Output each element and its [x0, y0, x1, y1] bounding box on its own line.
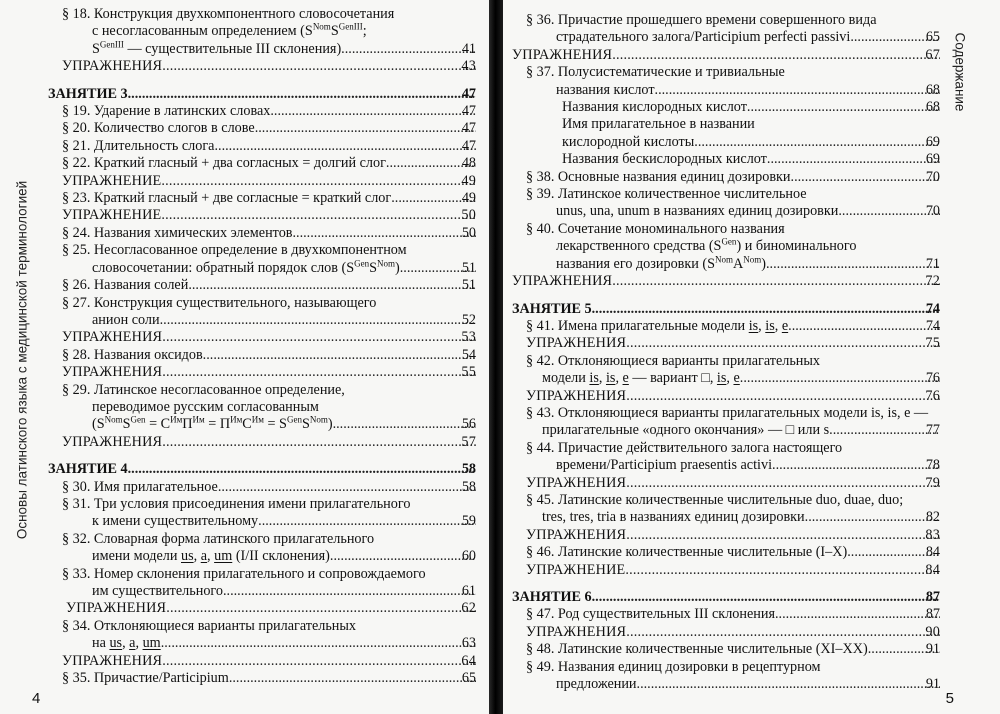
toc-entry-title-last-line: УПРАЖНЕНИЯ 62 ..... [66, 600, 476, 617]
left-toc-entry [48, 103, 476, 120]
toc-entry-title-last-line: § 19. Ударение в латинских словах 47 ..... [62, 103, 476, 120]
right-toc-entry [512, 659, 940, 694]
toc-page-number: 47 [461, 103, 476, 120]
toc-page-number: 91 [925, 641, 940, 658]
right-toc-entry [512, 388, 940, 405]
toc-entry-title-line: переводимое русским согласованным [92, 398, 319, 415]
toc-entry-title-line: лекарственного средства $(S^{Gen})$ и биноминального [556, 238, 857, 255]
toc-entry-title-last-line: ЗАНЯТИЕ 3 47 ..... [48, 86, 476, 103]
toc-entry-title-last-line: Названия бескислородных кислот 69 ..... [562, 151, 940, 168]
toc-entry-title-line: § 39. Латинское количественное числительное [526, 186, 807, 203]
toc-entry-title-last-line: УПРАЖНЕНИЯ 67 ..... [512, 47, 940, 64]
left-toc-entry [48, 670, 476, 687]
right-toc-entry [512, 335, 940, 352]
left-toc-entry [48, 566, 476, 601]
toc-page-number: 49 [461, 172, 476, 189]
toc-page-number: 87 [925, 606, 940, 623]
toc-entry-title-last-line: к имени существительному 59 ..... [62, 513, 476, 530]
toc-page-number: 63 [461, 635, 476, 652]
right-toc-entry [512, 641, 940, 658]
toc-page-number: 52 [461, 311, 476, 328]
toc-page-number: 47 [461, 85, 476, 102]
toc-page-number: 70 [925, 203, 940, 220]
toc-page-number: 51 [461, 277, 476, 294]
right-toc-entry [512, 116, 940, 151]
toc-page-number: 74 [925, 300, 940, 317]
toc-entry-title-line: § 42. Отклоняющиеся варианты прилагательных [526, 352, 821, 369]
left-toc-entry [48, 190, 476, 207]
right-toc-entry [512, 151, 940, 168]
right-toc-entry [512, 405, 940, 440]
toc-entry-title-last-line: УПРАЖНЕНИЯ 83 ..... [526, 527, 940, 544]
toc-page-number: 43 [461, 58, 476, 75]
left-toc-list [48, 6, 476, 687]
toc-page-number: 67 [925, 46, 940, 63]
toc-entry-title-last-line: $(S^{Nom}S^{Gen} = С^{Им}П^{Им} = П^{Им}С^{Им} = S^{Gen}S^{Nom})$ 56 ..... [62, 416, 476, 433]
toc-entry-title-line: с несогласованным определением ($S^{Nom}S^{GenIII}$; [92, 23, 367, 40]
toc-entry-title-last-line: § 47. Род существительных III склонения 87 ..... [526, 606, 940, 623]
toc-page-number: 50 [461, 224, 476, 241]
toc-entry-title-last-line: § 38. Основные названия единиц дозировки 70 ..... [526, 169, 940, 186]
toc-entry-title-last-line: § 35. Причастие/Participium 65 ..... [62, 670, 476, 687]
left-toc-entry [48, 58, 476, 75]
toc-page-number: 65 [461, 670, 476, 687]
toc-page-number: 84 [925, 561, 940, 578]
right-toc-entry [512, 527, 940, 544]
toc-entry-title-line: § 31. Три условия присоединения имени прилагательного [62, 495, 411, 512]
toc-page-number: 49 [461, 190, 476, 207]
toc-entry-title-last-line: § 24. Названия химических элементов 50 ..... [62, 225, 476, 242]
toc-entry-title-last-line: УПРАЖНЕНИЯ 55 ..... [62, 364, 476, 381]
toc-page-number: 78 [925, 457, 940, 474]
toc-entry-title-last-line: страдательного залога/Participium perfecti passivi 65 ..... [526, 29, 940, 46]
toc-page-number: 72 [925, 273, 940, 290]
right-toc-entry [512, 99, 940, 116]
toc-entry-title-last-line: § 21. Длительность слога 47 ..... [62, 138, 476, 155]
toc-page-number: 50 [461, 207, 476, 224]
left-toc-entry [48, 653, 476, 670]
toc-page-number: 59 [461, 513, 476, 530]
toc-entry-title-last-line: кислородной кислоты 69 ..... [562, 134, 940, 151]
right-toc-entry [512, 12, 940, 47]
left-toc-entry [48, 479, 476, 496]
toc-entry-title-last-line: им существительного 61 ..... [62, 583, 476, 600]
toc-entry-title-last-line: УПРАЖНЕНИЯ 79 ..... [526, 475, 940, 492]
toc-entry-title-line: § 32. Словарная форма латинского прилагательного [62, 530, 375, 547]
toc-entry-title-last-line: УПРАЖНЕНИЯ 90 ..... [526, 624, 940, 641]
left-toc-entry [48, 347, 476, 364]
left-running-header: Основы латинского языка с медицинской терминологией [14, 180, 30, 540]
right-toc-entry [512, 440, 940, 475]
toc-entry-title-last-line: § 22. Краткий гласный + два согласных = долгий слог 48 ..... [62, 155, 476, 172]
left-toc-entry [48, 295, 476, 330]
right-toc-entry [512, 47, 940, 64]
left-toc-entry [48, 225, 476, 242]
right-running-header: Содержание [952, 32, 968, 112]
toc-entry-title-line: Имя прилагательное в названии [562, 116, 755, 133]
toc-entry-title-last-line: unus, una, unum в названиях единиц дозировки 70 ..... [526, 203, 940, 220]
toc-page-number: 91 [925, 676, 940, 693]
toc-entry-title-last-line: словосочетании: обратный порядок слов $(S^{Gen}S^{Nom})$ 51 ..... [62, 260, 476, 277]
toc-page-number: 58 [461, 478, 476, 495]
right-toc-entry [512, 221, 940, 273]
toc-entry-title-last-line: анион соли 52 ..... [62, 312, 476, 329]
toc-page-number: 69 [925, 133, 940, 150]
toc-page-number: 82 [925, 509, 940, 526]
toc-entry-title-last-line: УПРАЖНЕНИЯ 57 ..... [62, 434, 476, 451]
right-toc-entry [512, 169, 940, 186]
toc-entry-title-last-line: $S^{GenIII}$ — существительные III склонения) 41 ..... [62, 41, 476, 58]
toc-entry-title-last-line: на us, a, um 63 ..... [62, 635, 476, 652]
toc-entry-title-last-line: УПРАЖНЕНИЯ 64 ..... [62, 653, 476, 670]
right-toc-entry [512, 318, 940, 335]
right-toc-entry [512, 562, 940, 579]
toc-page-number: 64 [461, 652, 476, 669]
toc-entry-title-last-line: прилагательные «одного окончания» — □ или s 77 ..... [526, 422, 940, 439]
toc-entry-title-last-line: модели is, is, e — вариант □, is, e 76 ..... [526, 370, 940, 387]
toc-entry-title-line: § 34. Отклоняющиеся варианты прилагательных [62, 617, 357, 634]
right-toc-entry [512, 301, 940, 318]
right-toc-entry [512, 273, 940, 290]
toc-entry-title-last-line: Названия кислородных кислот 68 ..... [562, 99, 940, 116]
toc-entry-title-last-line: § 20. Количество слогов в слове 47 ..... [62, 120, 476, 137]
toc-page-number: 69 [925, 151, 940, 168]
toc-page-number: 56 [461, 416, 476, 433]
toc-page-number: 41 [461, 40, 476, 57]
left-toc-entry [48, 364, 476, 381]
toc-page-number: 65 [925, 29, 940, 46]
toc-page-number: 47 [461, 137, 476, 154]
right-page-number: 5 [945, 690, 954, 707]
left-toc-entry [48, 120, 476, 137]
toc-entry-title-line: § 27. Конструкция существительного, называющего [62, 294, 377, 311]
right-toc-entry [512, 64, 940, 99]
toc-entry-title-line: § 43. Отклоняющиеся варианты прилагательных модели is, is, e — [526, 404, 929, 421]
toc-entry-title-last-line: УПРАЖНЕНИЕ 49 ..... [62, 173, 476, 190]
right-toc-entry [512, 589, 940, 606]
toc-entry-title-last-line: названия кислот 68 ..... [526, 82, 940, 99]
toc-entry-title-line: § 37. Полусистематические и тривиальные [526, 64, 785, 81]
toc-entry-title-line: § 44. Причастие действительного залога настоящего [526, 439, 843, 456]
toc-page-number: 77 [925, 422, 940, 439]
toc-page-number: 87 [925, 589, 940, 605]
right-toc-list [512, 12, 940, 693]
toc-page-number: 62 [461, 600, 476, 617]
toc-page-number: 79 [925, 474, 940, 491]
toc-entry-title-last-line: УПРАЖНЕНИЯ 75 ..... [526, 335, 940, 352]
right-toc-entry [512, 544, 940, 561]
toc-entry-title-last-line: § 28. Названия оксидов 54 ..... [62, 347, 476, 364]
toc-page-number: 57 [461, 433, 476, 450]
left-toc-entry [48, 86, 476, 103]
toc-entry-title-last-line: УПРАЖНЕНИЕ 84 ..... [526, 562, 940, 579]
toc-page-number: 55 [461, 364, 476, 381]
right-toc-entry [512, 492, 940, 527]
toc-page-number: 74 [925, 317, 940, 334]
left-toc-entry [48, 434, 476, 451]
left-toc-entry [48, 6, 476, 58]
left-toc-entry [48, 173, 476, 190]
left-toc-entry [48, 155, 476, 172]
left-toc-entry [48, 138, 476, 155]
right-toc-entry [512, 475, 940, 492]
toc-entry-title-last-line: УПРАЖНЕНИЕ 50 ..... [62, 207, 476, 224]
toc-entry-title-line: § 25. Несогласованное определение в двухкомпонентном [62, 242, 407, 259]
toc-entry-title-last-line: § 30. Имя прилагательное 58 ..... [62, 479, 476, 496]
toc-entry-title-last-line: УПРАЖНЕНИЯ 43 ..... [62, 58, 476, 75]
toc-entry-title-last-line: tres, tres, tria в названиях единиц дозировки 82 ..... [526, 509, 940, 526]
left-toc-entry [48, 531, 476, 566]
left-toc-entry [48, 382, 476, 434]
toc-entry-title-last-line: ЗАНЯТИЕ 5 74 ..... [512, 301, 940, 318]
toc-entry-title-line: § 45. Латинские количественные числительные duo, duae, duo; [526, 491, 904, 508]
toc-entry-title-line: § 18. Конструкция двухкомпонентного словосочетания [62, 6, 395, 22]
toc-entry-title-last-line: предложении 91 ..... [526, 676, 940, 693]
right-toc-entry [512, 606, 940, 623]
toc-entry-title-last-line: § 23. Краткий гласный + две согласные = краткий слог 49 ..... [62, 190, 476, 207]
toc-entry-title-last-line: § 26. Названия солей 51 ..... [62, 277, 476, 294]
book-gutter [489, 0, 503, 714]
toc-entry-title-line: § 29. Латинское несогласованное определение, [62, 381, 345, 398]
toc-page-number: 47 [461, 120, 476, 137]
toc-page-number: 75 [925, 335, 940, 352]
toc-page-number: 68 [925, 99, 940, 116]
right-toc-entry [512, 624, 940, 641]
toc-entry-title-last-line: ЗАНЯТИЕ 4 58 ..... [48, 461, 476, 478]
left-toc-entry [48, 496, 476, 531]
left-toc-entry [48, 600, 476, 617]
toc-entry-title-last-line: УПРАЖНЕНИЯ 76 ..... [526, 388, 940, 405]
toc-entry-title-line: § 40. Сочетание мономинального названия [526, 220, 785, 237]
toc-entry-title-last-line: ЗАНЯТИЕ 6 87 ..... [512, 589, 940, 606]
left-toc-entry [48, 277, 476, 294]
right-toc-entry [512, 353, 940, 388]
toc-page-number: 61 [461, 583, 476, 599]
toc-page-number: 53 [461, 329, 476, 346]
toc-entry-title-line: § 36. Причастие прошедшего времени совершенного вида [526, 12, 877, 28]
left-toc-entry [48, 329, 476, 346]
toc-page-number: 58 [461, 461, 476, 478]
left-toc-entry [48, 242, 476, 277]
toc-page-number: 84 [925, 544, 940, 561]
toc-entry-title-last-line: названия его дозировки $(S^{Nom}A^{Nom})$ 71 ..... [526, 256, 940, 273]
toc-page-number: 71 [925, 255, 940, 272]
toc-entry-title-line: § 33. Номер склонения прилагательного и сопровождаемого [62, 565, 426, 582]
toc-page-number: 83 [925, 526, 940, 543]
toc-entry-title-last-line: § 46. Латинские количественные числительные (I–X) 84 ..... [526, 544, 940, 561]
right-toc-entry [512, 186, 940, 221]
toc-entry-title-last-line: УПРАЖНЕНИЯ 72 ..... [512, 273, 940, 290]
toc-page-number: 60 [461, 548, 476, 565]
toc-page-number: 76 [925, 370, 940, 387]
toc-entry-title-last-line: имени модели us, a, um (I/II склонения) 60 ..... [62, 548, 476, 565]
left-toc-entry [48, 618, 476, 653]
toc-page-number: 48 [461, 155, 476, 172]
toc-entry-title-line: § 49. Названия единиц дозировки в рецептурном [526, 658, 821, 675]
toc-page-number: 70 [925, 168, 940, 185]
toc-entry-title-last-line: § 41. Имена прилагательные модели is, is, e 74 ..... [526, 318, 940, 335]
toc-page-number: 90 [925, 623, 940, 640]
left-toc-entry [48, 461, 476, 478]
toc-entry-title-last-line: времени/Participium praesentis activi 78 ..... [526, 457, 940, 474]
toc-entry-title-last-line: УПРАЖНЕНИЯ 53 ..... [62, 329, 476, 346]
toc-page-number: 51 [461, 259, 476, 276]
toc-page-number: 68 [925, 81, 940, 98]
toc-entry-title-last-line: § 48. Латинские количественные числительные (XI–XX) 91 ..... [526, 641, 940, 658]
left-page-number: 4 [32, 690, 41, 707]
toc-page-number: 76 [925, 387, 940, 404]
left-toc-entry [48, 207, 476, 224]
toc-page-number: 54 [461, 346, 476, 363]
